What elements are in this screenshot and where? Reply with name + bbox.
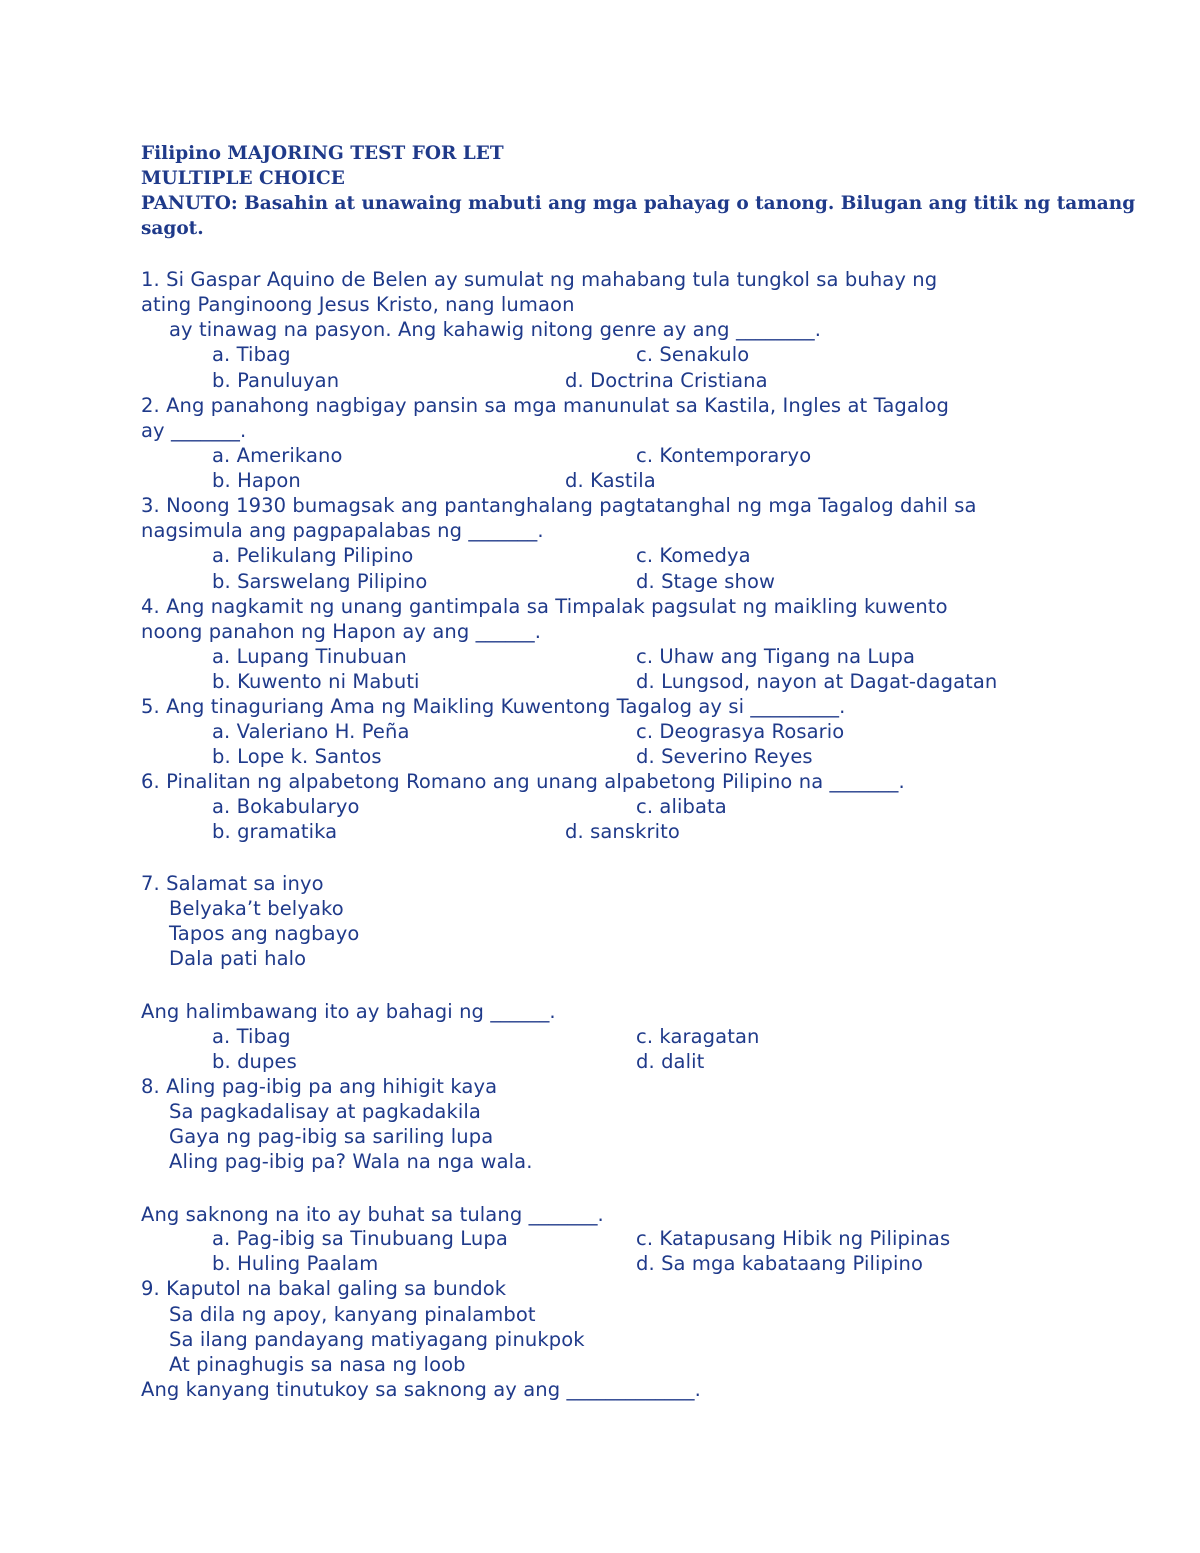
question-1-option-b: b. Panuluyan <box>212 369 340 392</box>
question-3-option-d: d. Stage show <box>636 570 776 593</box>
question-1-stem: 1. Si Gaspar Aquino de Belen ay sumulat ng mahabang tula tungkol sa buhay ng <box>141 268 938 291</box>
question-2-option-d: d. Kastila <box>565 469 656 492</box>
question-8-option-c: c. Katapusang Hibik ng Pilipinas <box>636 1227 951 1250</box>
question-2-option-a: a. Amerikano <box>212 444 343 467</box>
question-9-poem-line: At pinaghugis sa nasa ng loob <box>169 1353 466 1376</box>
question-7-poem-line: Tapos ang nagbayo <box>169 922 360 945</box>
question-1-option-d: d. Doctrina Cristiana <box>565 369 768 392</box>
question-3-stem: 3. Noong 1930 bumagsak ang pantanghalang pagtatanghal ng mga Tagalog dahil sa <box>141 494 977 517</box>
question-7-prompt: Ang halimbawang ito ay bahagi ng ______. <box>141 1000 556 1023</box>
question-9-poem-line: Sa dila ng apoy, kanyang pinalambot <box>169 1303 536 1326</box>
question-4-option-a: a. Lupang Tinubuan <box>212 645 407 668</box>
instructions-line-2: sagot. <box>141 218 204 239</box>
question-6-option-a: a. Bokabularyo <box>212 795 360 818</box>
question-6-option-b: b. gramatika <box>212 820 338 843</box>
question-7-poem-line: 7. Salamat sa inyo <box>141 872 324 895</box>
question-1-option-c: c. Senakulo <box>636 343 750 366</box>
question-3-option-c: c. Komedya <box>636 544 751 567</box>
question-1-stem-cont: ating Panginoong Jesus Kristo, nang lumaon <box>141 293 575 316</box>
question-9-prompt: Ang kanyang tinutukoy sa saknong ay ang _____________. <box>141 1378 701 1401</box>
question-8-prompt: Ang saknong na ito ay buhat sa tulang _______. <box>141 1203 604 1226</box>
question-7-option-b: b. dupes <box>212 1050 297 1073</box>
question-8-poem-line: Gaya ng pag-ibig sa sariling lupa <box>169 1125 494 1148</box>
question-1-stem-cont: ay tinawag na pasyon. Ang kahawig nitong genre ay ang ________. <box>169 318 822 341</box>
question-8-poem-line: Aling pag-ibig pa? Wala na nga wala. <box>169 1150 533 1173</box>
question-6-stem: 6. Pinalitan ng alpabetong Romano ang unang alpabetong Pilipino na _______. <box>141 770 905 793</box>
question-3-option-a: a. Pelikulang Pilipino <box>212 544 414 567</box>
question-2-stem-cont: ay _______. <box>141 419 247 442</box>
question-4-option-b: b. Kuwento ni Mabuti <box>212 670 420 693</box>
question-7-poem-line: Dala pati halo <box>169 947 307 970</box>
instructions-line-1: PANUTO: Basahin at unawaing mabuti ang mga pahayag o tanong. Bilugan ang titik ng tamang <box>141 193 1136 214</box>
question-5-option-b: b. Lope k. Santos <box>212 745 382 768</box>
question-7-option-d: d. dalit <box>636 1050 705 1073</box>
question-4-option-c: c. Uhaw ang Tigang na Lupa <box>636 645 916 668</box>
question-8-option-b: b. Huling Paalam <box>212 1252 379 1275</box>
question-3-option-b: b. Sarswelang Pilipino <box>212 570 428 593</box>
question-1-option-a: a. Tibag <box>212 343 291 366</box>
question-9-poem-line: Sa ilang pandayang matiyagang pinukpok <box>169 1328 585 1351</box>
document-title: Filipino MAJORING TEST FOR LET <box>141 143 504 164</box>
question-6-option-c: c. alibata <box>636 795 727 818</box>
question-7-option-a: a. Tibag <box>212 1025 291 1048</box>
question-5-stem: 5. Ang tinaguriang Ama ng Maikling Kuwentong Tagalog ay si _________. <box>141 695 846 718</box>
question-5-option-a: a. Valeriano H. Peña <box>212 720 410 743</box>
question-8-option-d: d. Sa mga kabataang Pilipino <box>636 1252 923 1275</box>
question-2-option-b: b. Hapon <box>212 469 301 492</box>
question-2-option-c: c. Kontemporaryo <box>636 444 812 467</box>
question-9-poem-line: 9. Kaputol na bakal galing sa bundok <box>141 1277 507 1300</box>
question-8-poem-line: 8. Aling pag-ibig pa ang hihigit kaya <box>141 1075 498 1098</box>
question-7-option-c: c. karagatan <box>636 1025 760 1048</box>
question-5-option-d: d. Severino Reyes <box>636 745 813 768</box>
question-2-stem: 2. Ang panahong nagbigay pansin sa mga manunulat sa Kastila, Ingles at Tagalog <box>141 394 949 417</box>
question-4-stem-cont: noong panahon ng Hapon ay ang ______. <box>141 620 542 643</box>
question-7-poem-line: Belyaka’t belyako <box>169 897 344 920</box>
question-3-stem-cont: nagsimula ang pagpapalabas ng _______. <box>141 519 544 542</box>
question-8-option-a: a. Pag-ibig sa Tinubuang Lupa <box>212 1227 508 1250</box>
question-6-option-d: d. sanskrito <box>565 820 680 843</box>
test-type: MULTIPLE CHOICE <box>141 168 345 189</box>
question-4-option-d: d. Lungsod, nayon at Dagat-dagatan <box>636 670 998 693</box>
question-5-option-c: c. Deograsya Rosario <box>636 720 845 743</box>
question-8-poem-line: Sa pagkadalisay at pagkadakila <box>169 1100 481 1123</box>
question-4-stem: 4. Ang nagkamit ng unang gantimpala sa Timpalak pagsulat ng maikling kuwento <box>141 595 948 618</box>
